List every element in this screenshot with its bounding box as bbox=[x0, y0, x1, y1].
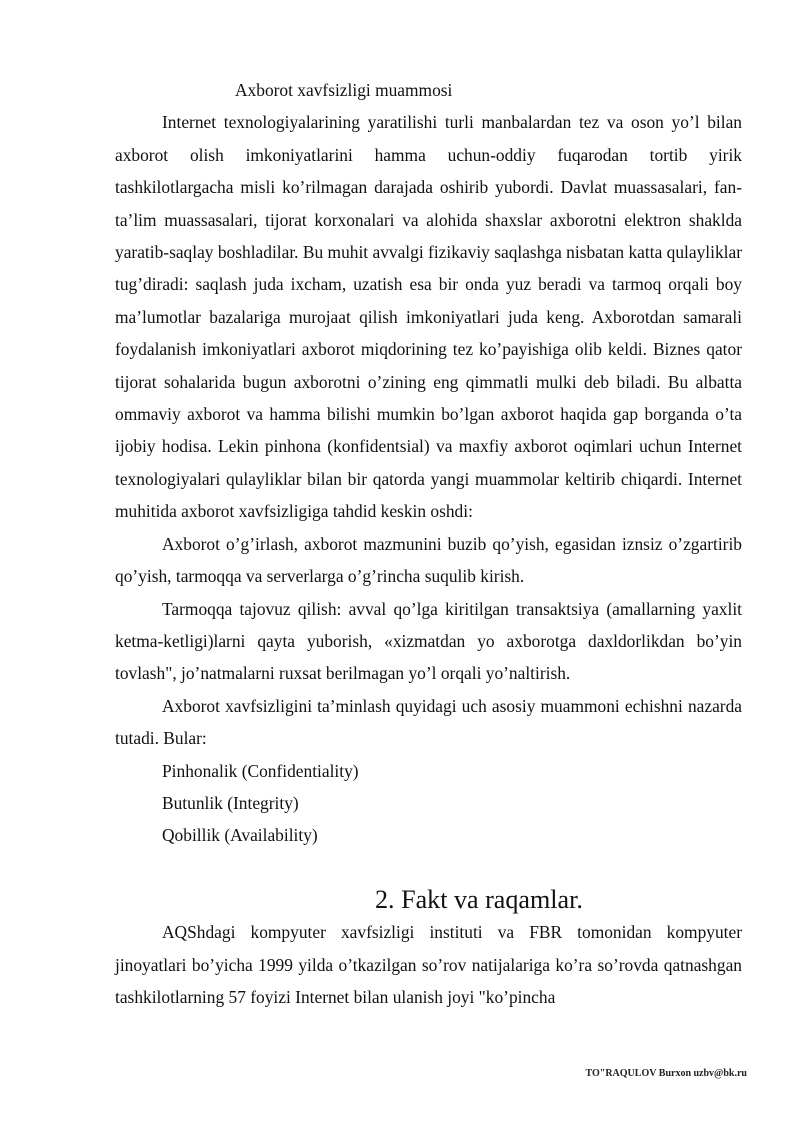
section-2-title: 2. Fakt va raqamlar. bbox=[375, 884, 583, 914]
paragraph-intro: Internet texnologiyalarining yaratilishi turli manbalardan tez va oson yo’l bilan axborot olish imkoniyatlarini hamma uchun-oddiy fuqarodan tortib yirik tashkilotlargacha misli ko’rilmagan darajada oshirib yubordi. Davlat muassasalari, fan-ta’lim muassasalari, tijorat korxonalari va alohida shaxslar axborotni elektron shaklda yaratib-saqlay boshladilar. Bu muhit avvalgi fizikaviy saqlashga nisbatan katta qulayliklar tug’diradi: saqlash juda ixcham, uzatish esa bir onda yuz beradi va tarmoq orqali boy ma’lumotlar bazalariga murojaat qilish imkoniyatlari juda keng. Axborotdan samarali foydalanish imkoniyatlari axborot miqdorining tez ko’payishiga olib keldi. Biznes qator tijorat sohalarida bugun axborotni o’zining eng qimmatli mulki deb biladi. Bu albatta ommaviy axborot va hamma bilishi mumkin bo’lgan axborot haqida gap borganda o’ta ijobiy hodisa. Lekin pinhona (konfidentsial) va maxfiy axborot oqimlari uchun Internet texnologiyalari qulayliklar bilan bir qatorda yangi muammolar keltirib chiqardi. Internet muhitida axborot xavfsizligiga tahdid keskin oshdi: bbox=[115, 112, 742, 522]
page-footer: TO"RAQULOV Burxon uzbv@bk.ru bbox=[585, 1068, 747, 1079]
list-item: Qobillik (Availability) bbox=[162, 825, 318, 846]
paragraph-facts: AQShdagi kompyuter xavfsizligi instituti va FBR tomonidan kompyuter jinoyatlari bo’yicha 1999 yilda o’tkazilgan so’rov natijalariga ko’ra so’rovda qatnashgan tashkilotlarning 57 foyizi Internet bilan ulanish joyi "ko’pincha bbox=[115, 922, 742, 1007]
document-title: Axborot xavfsizligi muammosi bbox=[235, 80, 453, 100]
list-item: Butunlik (Integrity) bbox=[162, 792, 299, 813]
list-item: Pinhonalik (Confidentiality) bbox=[162, 760, 359, 781]
paragraph-threats-2: Tarmoqqa tajovuz qilish: avval qo’lga kiritilgan transaktsiya (amallarning yaxlit ketma-ketligi)larni qayta yuborish, «xizmatdan yo axborotga daxldorlikdan bo’yin tovlash", jo’natmalarni ruxsat berilmagan yo’l orqali yo’naltirish. bbox=[115, 598, 742, 684]
paragraph-threats-1: Axborot o’g’irlash, axborot mazmunini buzib qo’yish, egasidan iznsiz o’zgartirib qo’yish, tarmoqqa va serverlarga o’g’rincha suqulib kirish. bbox=[115, 533, 742, 587]
document-page bbox=[115, 74, 742, 1013]
paragraph-tasks: Axborot xavfsizligini ta’minlash quyidagi uch asosiy muammoni echishni nazarda tutadi. Bular: bbox=[115, 695, 742, 749]
section-spacer bbox=[115, 852, 742, 884]
principles-list bbox=[115, 755, 742, 852]
